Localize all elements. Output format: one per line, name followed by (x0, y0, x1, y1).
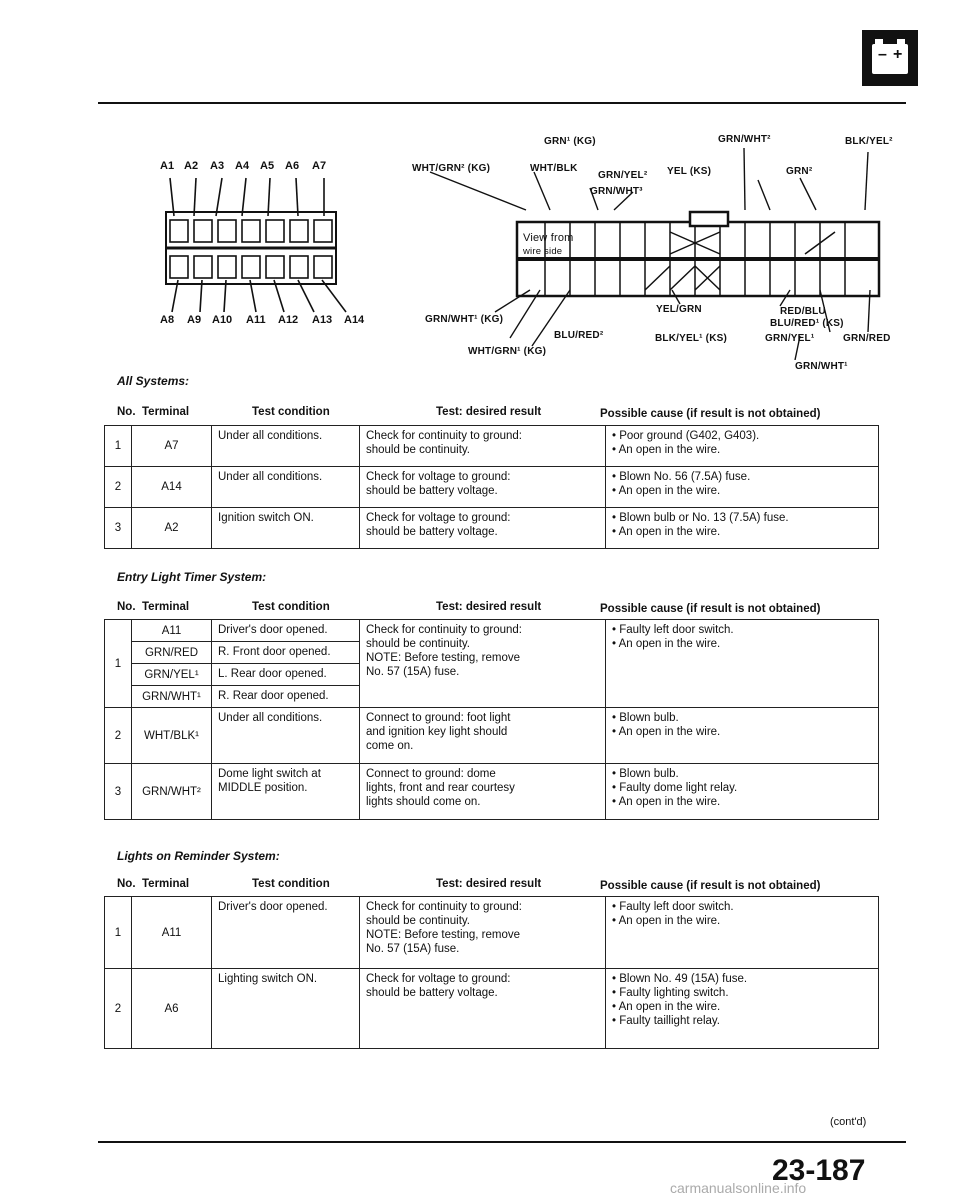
row-terminal: GRN/YEL¹ (132, 664, 212, 686)
cause-line: • An open in the wire. (612, 915, 721, 927)
row-condition: R. Front door opened. (212, 642, 360, 664)
row-terminal: A14 (132, 467, 212, 508)
view-label-2: wire side (523, 246, 563, 257)
row-cause (606, 467, 879, 508)
result-line: lights, front and rear courtesy (366, 782, 515, 794)
wire-leader-lines (400, 140, 900, 360)
table-row (105, 708, 879, 764)
result-line: No. 57 (15A) fuse. (366, 943, 460, 955)
result-line: should be continuity. (366, 638, 470, 650)
result-line: NOTE: Before testing, remove (366, 929, 521, 941)
cause-line: • Faulty dome light relay. (612, 782, 738, 794)
row-cause (606, 969, 879, 1049)
pin-label: A2 (184, 160, 199, 172)
cause-line: • Poor ground (G402, G403). (612, 430, 760, 442)
wire-label: GRN/RED (843, 333, 891, 344)
row-condition (212, 708, 360, 764)
cause-line: • Blown bulb. (612, 712, 679, 724)
wire-label: GRN/WHT¹ (KG) (425, 314, 504, 325)
row-no: 2 (105, 708, 132, 764)
row-result (360, 969, 606, 1049)
cause-line: • An open in the wire. (612, 444, 721, 456)
wire-label: GRN/WHT² (718, 134, 771, 145)
row-result (360, 620, 606, 708)
cause-line: • An open in the wire. (612, 485, 721, 497)
row-result (360, 897, 606, 969)
result-line: Check for voltage to ground: (366, 512, 511, 524)
header-no: No. (117, 601, 136, 613)
result-line: NOTE: Before testing, remove (366, 652, 521, 664)
result-line: Check for continuity to ground: (366, 901, 522, 913)
wire-label: WHT/GRN¹ (KG) (468, 346, 547, 357)
header-terminal: Terminal (142, 601, 190, 613)
pin-label: A14 (344, 314, 365, 326)
cause-line: • Faulty lighting switch. (612, 987, 729, 999)
view-label-1: View from (523, 232, 574, 244)
result-line: and ignition key light should (366, 726, 508, 738)
pin-label: A5 (260, 160, 275, 172)
result-line: Check for continuity to ground: (366, 624, 522, 636)
header-cause: Possible cause (if result is not obtained) (600, 603, 821, 615)
pin-label: A6 (285, 160, 300, 172)
row-no: 1 (105, 426, 132, 467)
section-title: Lights on Reminder System: (117, 849, 280, 863)
cause-line: • An open in the wire. (612, 796, 721, 808)
cause-line: • Faulty taillight relay. (612, 1015, 720, 1027)
header-no: No. (117, 878, 136, 890)
table-row (105, 620, 879, 642)
wire-label: GRN/YEL¹ (765, 333, 815, 344)
result-line: should be battery voltage. (366, 987, 498, 999)
row-no: 1 (105, 620, 132, 708)
wire-label: GRN/YEL² (598, 170, 648, 181)
battery-icon: – + (862, 30, 918, 86)
result-line: Connect to ground: foot light (366, 712, 511, 724)
pin-label: A4 (235, 160, 250, 172)
header-condition: Test condition (252, 406, 330, 418)
header-condition: Test condition (252, 601, 330, 613)
cause-line: • Faulty left door switch. (612, 901, 734, 913)
row-condition: Under all conditions. (212, 426, 360, 467)
cause-line: • Blown bulb or No. 13 (7.5A) fuse. (612, 512, 789, 524)
pin-label: A3 (210, 160, 225, 172)
pin-label: A8 (160, 314, 175, 326)
result-line: should be battery voltage. (366, 526, 498, 538)
cause-line: • An open in the wire. (612, 1001, 721, 1013)
row-cause (606, 620, 879, 708)
wire-label: WHT/BLK (530, 163, 578, 174)
row-no: 3 (105, 508, 132, 549)
condition-line: Under all conditions. (218, 712, 323, 724)
section-title: All Systems: (117, 374, 190, 388)
row-terminal: GRN/WHT¹ (132, 686, 212, 708)
result-line: lights should come on. (366, 796, 481, 808)
lights-reminder-table (104, 896, 879, 1049)
watermark: carmanualsonline.info (670, 1180, 807, 1196)
result-line: Connect to ground: dome (366, 768, 496, 780)
row-result (360, 508, 606, 549)
table-row (105, 426, 879, 467)
wire-label: RED/BLU (780, 306, 826, 317)
condition-line: Dome light switch at (218, 768, 321, 780)
header-cause: Possible cause (if result is not obtained) (600, 408, 821, 420)
top-rule (98, 102, 906, 104)
result-line: Check for voltage to ground: (366, 471, 511, 483)
wire-label: GRN/WHT¹ (795, 361, 848, 372)
result-line: Check for voltage to ground: (366, 973, 511, 985)
result-line: come on. (366, 740, 414, 752)
row-condition: L. Rear door opened. (212, 664, 360, 686)
row-terminal: A11 (132, 897, 212, 969)
pin-label: A9 (187, 314, 202, 326)
row-cause (606, 426, 879, 467)
wire-label: BLK/YEL¹ (KS) (655, 333, 728, 344)
wire-label: YEL (KS) (667, 166, 712, 177)
row-terminal: GRN/RED (132, 642, 212, 664)
header-no: No. (117, 406, 136, 418)
header-result: Test: desired result (436, 406, 542, 418)
row-terminal: A2 (132, 508, 212, 549)
cause-line: • Blown No. 56 (7.5A) fuse. (612, 471, 751, 483)
table-row (105, 969, 879, 1049)
row-no: 3 (105, 764, 132, 820)
row-result (360, 764, 606, 820)
table-row (105, 764, 879, 820)
row-result (360, 708, 606, 764)
pin-label: A1 (160, 160, 175, 172)
table-row (105, 508, 879, 549)
header-cause: Possible cause (if result is not obtained) (600, 880, 821, 892)
continued-label: (cont'd) (830, 1116, 867, 1128)
cause-line: • An open in the wire. (612, 638, 721, 650)
row-condition: Driver's door opened. (212, 897, 360, 969)
row-condition: Driver's door opened. (212, 620, 360, 642)
wire-label: BLU/RED² (554, 330, 604, 341)
pin-label: A7 (312, 160, 327, 172)
pin-label: A13 (312, 314, 333, 326)
cause-line: • Faulty left door switch. (612, 624, 734, 636)
header-terminal: Terminal (142, 878, 190, 890)
connector-left-diagram (160, 160, 360, 330)
row-cause (606, 897, 879, 969)
row-condition: Lighting switch ON. (212, 969, 360, 1049)
all-systems-table (104, 425, 879, 549)
row-condition (212, 764, 360, 820)
cause-line: • An open in the wire. (612, 726, 721, 738)
wire-label: YEL/GRN (656, 304, 702, 315)
pin-label: A12 (278, 314, 299, 326)
row-cause (606, 508, 879, 549)
result-line: No. 57 (15A) fuse. (366, 666, 460, 678)
header-result: Test: desired result (436, 601, 542, 613)
result-line: Check for continuity to ground: (366, 430, 522, 442)
wire-label: BLU/RED¹ (KS) (770, 318, 844, 329)
header-condition: Test condition (252, 878, 330, 890)
entry-light-table (104, 619, 879, 820)
row-condition: Under all conditions. (212, 467, 360, 508)
wire-label: GRN² (786, 166, 813, 177)
row-cause (606, 764, 879, 820)
row-no: 2 (105, 969, 132, 1049)
row-terminal: WHT/BLK¹ (132, 708, 212, 764)
section-title: Entry Light Timer System: (117, 570, 267, 584)
row-terminal: A7 (132, 426, 212, 467)
result-line: should be continuity. (366, 915, 470, 927)
row-cause (606, 708, 879, 764)
result-line: should be battery voltage. (366, 485, 498, 497)
row-terminal: GRN/WHT² (132, 764, 212, 820)
row-result (360, 426, 606, 467)
wire-label: GRN/WHT³ (590, 186, 643, 197)
header-result: Test: desired result (436, 878, 542, 890)
table-row (105, 467, 879, 508)
row-terminal: A6 (132, 969, 212, 1049)
result-line: should be continuity. (366, 444, 470, 456)
page-number: 23-187 (772, 1154, 866, 1187)
row-condition: R. Rear door opened. (212, 686, 360, 708)
pin-label: A10 (212, 314, 233, 326)
header-terminal: Terminal (142, 406, 190, 418)
row-condition: Ignition switch ON. (212, 508, 360, 549)
table-row (105, 897, 879, 969)
row-no: 2 (105, 467, 132, 508)
footer-rule (98, 1141, 906, 1143)
row-no: 1 (105, 897, 132, 969)
pin-label: A11 (246, 314, 266, 326)
cause-line: • An open in the wire. (612, 526, 721, 538)
wire-label: WHT/GRN² (KG) (412, 163, 491, 174)
wire-label: BLK/YEL² (845, 136, 893, 147)
cause-line: • Blown bulb. (612, 768, 679, 780)
condition-line: MIDDLE position. (218, 782, 308, 794)
cause-line: • Blown No. 49 (15A) fuse. (612, 973, 748, 985)
row-result (360, 467, 606, 508)
wire-label: GRN¹ (KG) (544, 136, 596, 147)
row-terminal: A11 (132, 620, 212, 642)
